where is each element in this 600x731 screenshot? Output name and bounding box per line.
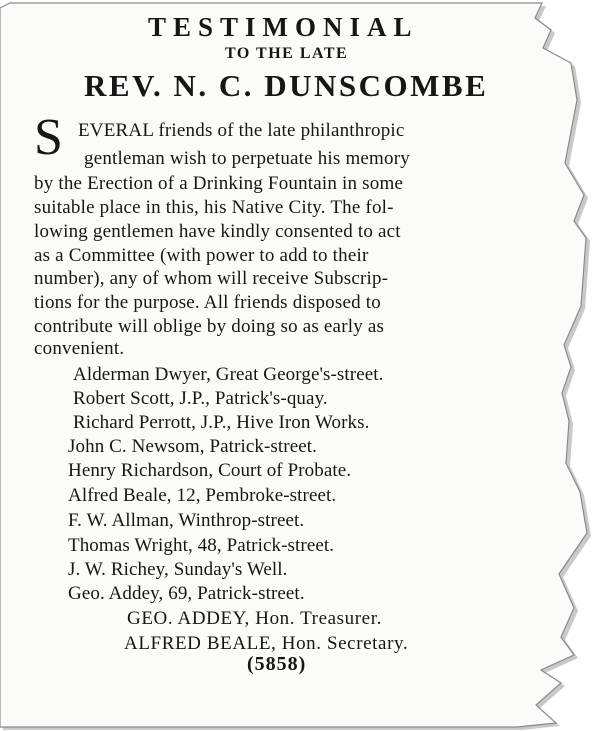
notice-name: REV. N. C. DUNSCOMBE [84,68,489,103]
body-line: lowing gentlemen have kindly consented to act [34,221,401,242]
treasurer-line: GEO. ADDEY, Hon. Treasurer. [127,608,382,629]
committee-member: Alderman Dwyer, Great George's-street. [73,364,384,385]
reference-number: (5858) [247,653,307,675]
body-line: gentleman wish to perpetuate his memory [84,148,410,169]
committee-member: John C. Newsom, Patrick-street. [68,436,318,457]
committee-member: Thomas Wright, 48, Patrick-street. [68,535,335,556]
committee-member: Alfred Beale, 12, Pembroke-street. [68,485,337,506]
body-line: as a Committee (with power to add to their [34,245,369,266]
body-line: number), any of whom will receive Subscrip- [34,268,389,289]
body-line: suitable place in this, his Native City. The fol- [34,197,394,218]
body-line: contribute will oblige by doing so as early as [34,316,385,337]
committee-member: Robert Scott, J.P., Patrick's-quay. [73,388,328,409]
notice-subtitle: TO THE LATE [225,45,349,62]
drop-cap: S [34,109,63,166]
body-line: by the Erection of a Drinking Fountain in some [34,173,404,194]
committee-member: Henry Richardson, Court of Probate. [68,460,352,481]
committee-member: J. W. Richey, Sunday's Well. [68,559,288,580]
body-line: convenient. [34,338,125,359]
body-line: EVERAL friends of the late philanthropic [78,120,405,141]
committee-member: Richard Perrott, J.P., Hive Iron Works. [73,412,370,433]
secretary-line: ALFRED BEALE, Hon. Secretary. [124,633,409,654]
body-line: tions for the purpose. All friends disposed to [34,292,381,313]
committee-member: F. W. Allman, Winthrop-street. [68,510,305,531]
committee-member: Geo. Addey, 69, Patrick-street. [68,583,305,604]
notice-title: TESTIMONIAL [148,12,419,42]
